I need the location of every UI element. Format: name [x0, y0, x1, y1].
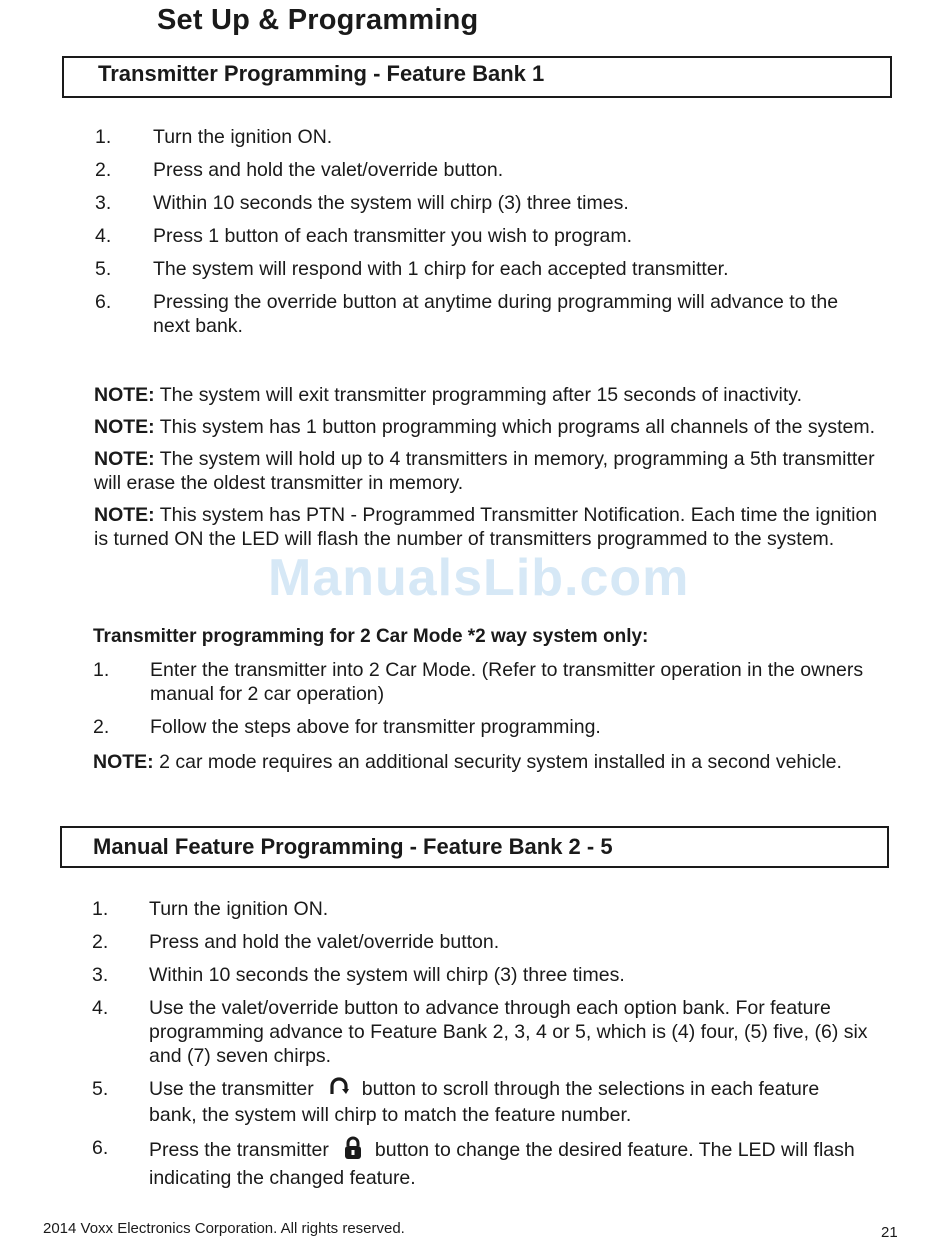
list-item: [92, 963, 872, 987]
note-label: NOTE:: [94, 416, 155, 438]
list-item: [92, 897, 872, 921]
page-title: Set Up & Programming: [157, 4, 479, 36]
list-item: [92, 1077, 872, 1127]
section-header-manual-feature-programming: [60, 826, 889, 868]
list-item: [95, 257, 875, 281]
step-text-before: Use the transmitter: [149, 1078, 314, 1101]
list-item: [92, 996, 872, 1068]
step-text: Enter the transmitter into 2 Car Mode. (Refer to transmitter operation in the owners manual for 2 car operation): [150, 659, 864, 705]
list-item: [95, 191, 875, 215]
step-number: 3.: [95, 192, 112, 214]
step-text: Press and hold the valet/override button.: [153, 159, 504, 181]
list-item: [92, 1136, 872, 1190]
step-number: 4.: [92, 997, 109, 1019]
step-number: 1.: [93, 659, 110, 681]
unlock-icon: [328, 1077, 350, 1103]
list-item: [93, 715, 883, 739]
list-item: [95, 125, 875, 149]
step-number: 3.: [92, 964, 109, 986]
note-label: NOTE:: [94, 384, 155, 406]
note: [94, 415, 894, 439]
step-number: 2.: [95, 159, 112, 181]
step-text: [149, 1077, 872, 1127]
notes-block: [94, 383, 894, 559]
step-text-after: button to scroll through the selections in each feature bank, the system will chirp to match the feature number.: [149, 1078, 820, 1126]
section-heading: Transmitter Programming - Feature Bank 1: [98, 61, 545, 86]
transmitter-programming-steps: [95, 125, 875, 338]
watermark: ManualsLib.com: [268, 549, 690, 607]
list-item: [92, 930, 872, 954]
step-text-before: Press the transmitter: [149, 1139, 329, 1162]
note-text: The system will hold up to 4 transmitters in memory, programming a 5th transmitter will erase the oldest transmitter in memory.: [94, 448, 875, 494]
step-number: 6.: [95, 291, 112, 313]
step-number: 1.: [95, 126, 112, 148]
step-text: The system will respond with 1 chirp for each accepted transmitter.: [153, 258, 729, 280]
two-car-mode-steps: [93, 658, 883, 739]
step-number: 5.: [95, 258, 112, 280]
list-item: [95, 158, 875, 182]
step-text: Turn the ignition ON.: [149, 898, 329, 920]
section-header-transmitter-programming: [62, 56, 892, 98]
step-number: 2.: [92, 931, 109, 953]
feature-programming-steps: [92, 897, 872, 1190]
note-text: The system will exit transmitter programming after 15 seconds of inactivity.: [154, 384, 803, 406]
two-car-mode-heading: Transmitter programming for 2 Car Mode *2 way system only:: [93, 626, 649, 647]
section-heading: Manual Feature Programming - Feature Bank 2 - 5: [93, 834, 613, 859]
list-item: [95, 290, 875, 338]
step-text-after: button to change the desired feature. The LED will flash indicating the changed feature.: [149, 1139, 855, 1189]
step-text: Within 10 seconds the system will chirp (3) three times.: [153, 192, 629, 214]
step-text: Press 1 button of each transmitter you wish to program.: [153, 225, 633, 247]
two-car-note: [93, 750, 883, 774]
list-item: [93, 658, 883, 706]
note-text: This system has PTN - Programmed Transmitter Notification. Each time the ignition is turned ON the LED will flash the number of transmitters programmed to the system.: [94, 504, 878, 550]
step-number: 4.: [95, 225, 112, 247]
step-text: Within 10 seconds the system will chirp (3) three times.: [149, 964, 625, 986]
lock-icon: [343, 1136, 363, 1166]
step-text: Pressing the override button at anytime during programming will advance to the next bank.: [153, 291, 839, 337]
step-number: 1.: [92, 898, 109, 920]
page-number: 21: [881, 1224, 898, 1241]
note-label: NOTE:: [94, 448, 155, 470]
step-text: Press and hold the valet/override button.: [149, 931, 500, 953]
list-item: [95, 224, 875, 248]
step-number: 6.: [92, 1137, 109, 1159]
footer-copyright: 2014 Voxx Electronics Corporation. All rights reserved.: [43, 1220, 405, 1237]
note: [94, 447, 894, 495]
step-text: Use the valet/override button to advance through each option bank. For feature programming advance to Feature Bank 2, 3, 4 or 5, which is (4) four, (5) five, (6) six and (7) seven chirps.: [149, 997, 868, 1067]
note: [94, 383, 894, 407]
step-text: Turn the ignition ON.: [153, 126, 333, 148]
step-number: 5.: [92, 1078, 109, 1100]
note-label: NOTE:: [93, 751, 154, 773]
note-label: NOTE:: [94, 504, 155, 526]
note-text: 2 car mode requires an additional security system installed in a second vehicle.: [153, 751, 842, 773]
step-text: [149, 1136, 872, 1190]
note-text: This system has 1 button programming which programs all channels of the system.: [154, 416, 876, 438]
note: [94, 503, 894, 551]
step-text: Follow the steps above for transmitter programming.: [150, 716, 601, 738]
step-number: 2.: [93, 716, 110, 738]
